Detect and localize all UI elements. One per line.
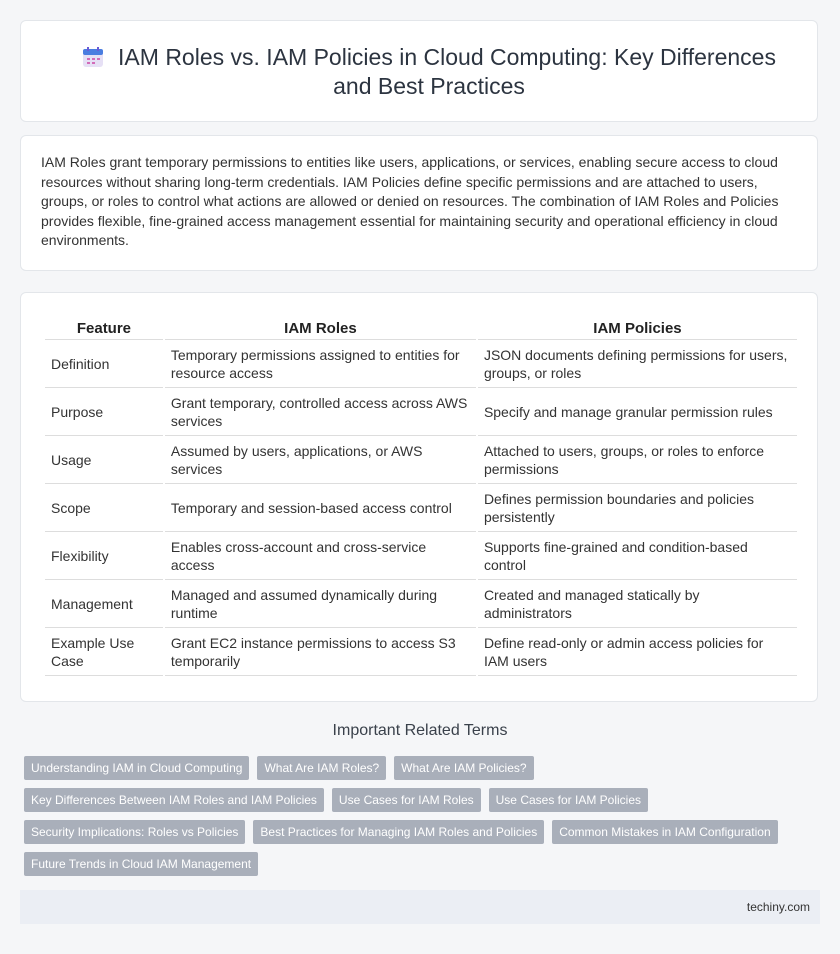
feature-cell: Usage: [45, 436, 163, 484]
table-row: [45, 628, 797, 676]
related-term-tag[interactable]: Security Implications: Roles vs Policies: [24, 820, 245, 844]
feature-cell: Scope: [45, 484, 163, 532]
intro-card: [20, 135, 818, 271]
related-term-tag[interactable]: Use Cases for IAM Roles: [332, 788, 481, 812]
policies-cell: Define read-only or admin access policies for IAM users: [478, 628, 797, 676]
comparison-table-card: [20, 292, 818, 702]
roles-cell: Enables cross-account and cross-service access: [165, 532, 476, 580]
calendar-icon: [82, 46, 104, 68]
related-term-tag[interactable]: Common Mistakes in IAM Configuration: [552, 820, 777, 844]
roles-cell: Managed and assumed dynamically during runtime: [165, 580, 476, 628]
column-header-iam-roles: IAM Roles: [165, 313, 476, 340]
feature-cell: Purpose: [45, 388, 163, 436]
policies-cell: Attached to users, groups, or roles to enforce permissions: [478, 436, 797, 484]
site-name[interactable]: techiny.com: [746, 900, 810, 914]
column-header-feature: Feature: [45, 313, 163, 340]
related-term-tag[interactable]: Future Trends in Cloud IAM Management: [24, 852, 258, 876]
footer: [20, 890, 820, 924]
feature-cell: Example Use Case: [45, 628, 163, 676]
related-terms-list: [24, 756, 814, 876]
related-terms-heading: Important Related Terms: [332, 722, 508, 739]
table-row: [45, 436, 797, 484]
page-title: [61, 43, 797, 101]
intro-paragraph: IAM Roles grant temporary permissions to entities like users, applications, or services, enabling secure access to cloud resources without sharing long-term credentials. IAM Policies define specific permissions and are attached to users, groups, or roles to control what actions are allowed or denied on resources. The combination of IAM Roles and Policies provides flexible, fine-grained access management essential for maintaining security and operational efficiency in cloud environments.: [41, 154, 779, 249]
table-row: [45, 388, 797, 436]
header-card: [20, 20, 818, 122]
column-header-iam-policies: IAM Policies: [478, 313, 797, 340]
related-term-tag[interactable]: What Are IAM Roles?: [257, 756, 386, 780]
related-term-tag[interactable]: Key Differences Between IAM Roles and IAM Policies: [24, 788, 324, 812]
policies-cell: Defines permission boundaries and policies persistently: [478, 484, 797, 532]
page-title-text: IAM Roles vs. IAM Policies in Cloud Computing: Key Differences and Best Practices: [118, 44, 776, 99]
related-term-tag[interactable]: Understanding IAM in Cloud Computing: [24, 756, 249, 780]
related-term-tag[interactable]: Use Cases for IAM Policies: [489, 788, 648, 812]
feature-cell: Flexibility: [45, 532, 163, 580]
roles-cell: Grant EC2 instance permissions to access S3 temporarily: [165, 628, 476, 676]
roles-cell: Temporary permissions assigned to entities for resource access: [165, 340, 476, 388]
table-row: [45, 580, 797, 628]
roles-cell: Assumed by users, applications, or AWS services: [165, 436, 476, 484]
table-row: [45, 484, 797, 532]
feature-cell: Management: [45, 580, 163, 628]
roles-cell: Grant temporary, controlled access across AWS services: [165, 388, 476, 436]
policies-cell: Supports fine-grained and condition-based control: [478, 532, 797, 580]
comparison-table: [43, 313, 799, 676]
policies-cell: Created and managed statically by administrators: [478, 580, 797, 628]
feature-cell: Definition: [45, 340, 163, 388]
table-row: [45, 340, 797, 388]
related-term-tag[interactable]: What Are IAM Policies?: [394, 756, 533, 780]
roles-cell: Temporary and session-based access control: [165, 484, 476, 532]
table-row: [45, 532, 797, 580]
related-term-tag[interactable]: Best Practices for Managing IAM Roles and Policies: [253, 820, 544, 844]
policies-cell: JSON documents defining permissions for users, groups, or roles: [478, 340, 797, 388]
policies-cell: Specify and manage granular permission rules: [478, 388, 797, 436]
table-header-row: [45, 313, 797, 340]
